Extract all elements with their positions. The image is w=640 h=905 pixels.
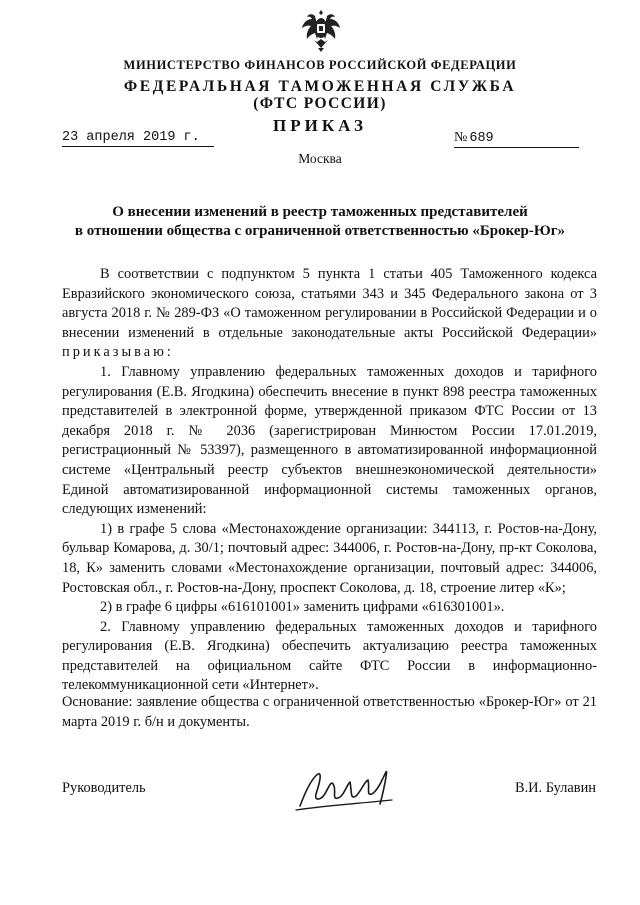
- document-body: [62, 265, 597, 696]
- subject-line-2: в отношении общества с ограниченной ответственностью «Брокер-Юг»: [74, 223, 566, 239]
- document-subject: [60, 203, 580, 241]
- document-type: ПРИКАЗ: [273, 116, 367, 135]
- subject-line-1: О внесении изменений в реестр таможенных представителей: [112, 204, 528, 220]
- basis-section: [62, 693, 597, 732]
- service-short-name: (ФТС РОССИИ): [253, 95, 387, 112]
- document-number: [454, 130, 579, 148]
- ministry-name: МИНИСТЕРСТВО ФИНАНСОВ РОССИЙСКОЙ ФЕДЕРАЦИИ: [123, 58, 517, 72]
- item-1-subitem-2: 2) в графе 6 цифры «616101001» заменить цифрами «616301001».: [100, 599, 505, 616]
- signatory-name: В.И. Булавин: [514, 780, 596, 796]
- item-1: 1. Главному управлению федеральных таможенных доходов и тарифного регулирования (Е.В. Ягодкина) обеспечить внесение в пункт 898 реестра таможенных представителей в электронной форме, утвержденной приказом ФТС России от 13 декабря 2018 г. № 2036 (зарегистрирован Минюстом России 17.01.2019, регистрационный № 53397), размещенного в автоматизированной информационной системе «Центральный реестр субъектов внешнеэкономической деятельности» Единой автоматизированной информационной системы таможенных органов, следующих изменений:: [62, 363, 597, 518]
- number-sign: №: [454, 130, 468, 145]
- basis-text: Основание: заявление общества с ограниченной ответственностью «Брокер-Юг» от 21 марта 2019 г. б/н и документы.: [62, 694, 597, 730]
- document-city: Москва: [298, 151, 342, 166]
- handwritten-signature-icon: [292, 760, 402, 816]
- intro-paragraph: [62, 265, 597, 363]
- number-value: 689: [469, 131, 494, 146]
- document-date: 23 апреля 2019 г.: [62, 130, 214, 147]
- item-2: 2. Главному управлению федеральных таможенных доходов и тарифного регулирования (Е.В. Ягодкина) обеспечить актуализацию реестра таможенных представителей на официальном сайте ФТС России в информационно-телекоммуникационной сети «Интернет».: [62, 618, 597, 694]
- order-word: приказываю:: [62, 344, 174, 361]
- item-1-subitem-1: 1) в графе 5 слова «Местонахождение организации: 344113, г. Ростов-на-Дону, бульвар Комарова, д. 30/1; почтовый адрес: 344006, г. Ростов-на-Дону, пр-кт Соколова, 18, К» заменить словами «Местонахождение организации, почтовый адрес: 344006, Ростовская обл., г. Ростов-на-Дону, проспект Соколова, д. 18, строение литер «К»;: [62, 520, 597, 596]
- coat-of-arms-icon: [300, 6, 342, 54]
- service-name: ФЕДЕРАЛЬНАЯ ТАМОЖЕННАЯ СЛУЖБА: [123, 78, 517, 95]
- signatory-title: Руководитель: [62, 780, 146, 796]
- intro-text: В соответствии с подпунктом 5 пункта 1 статьи 405 Таможенного кодекса Евразийского экономического союза, статьями 343 и 345 Федерального закона от 3 августа 2018 г. № 289-ФЗ «О таможенном регулировании в Российской Федерации и о внесении изменений в отдельные законодательные акты Российской Федерации»: [62, 266, 597, 341]
